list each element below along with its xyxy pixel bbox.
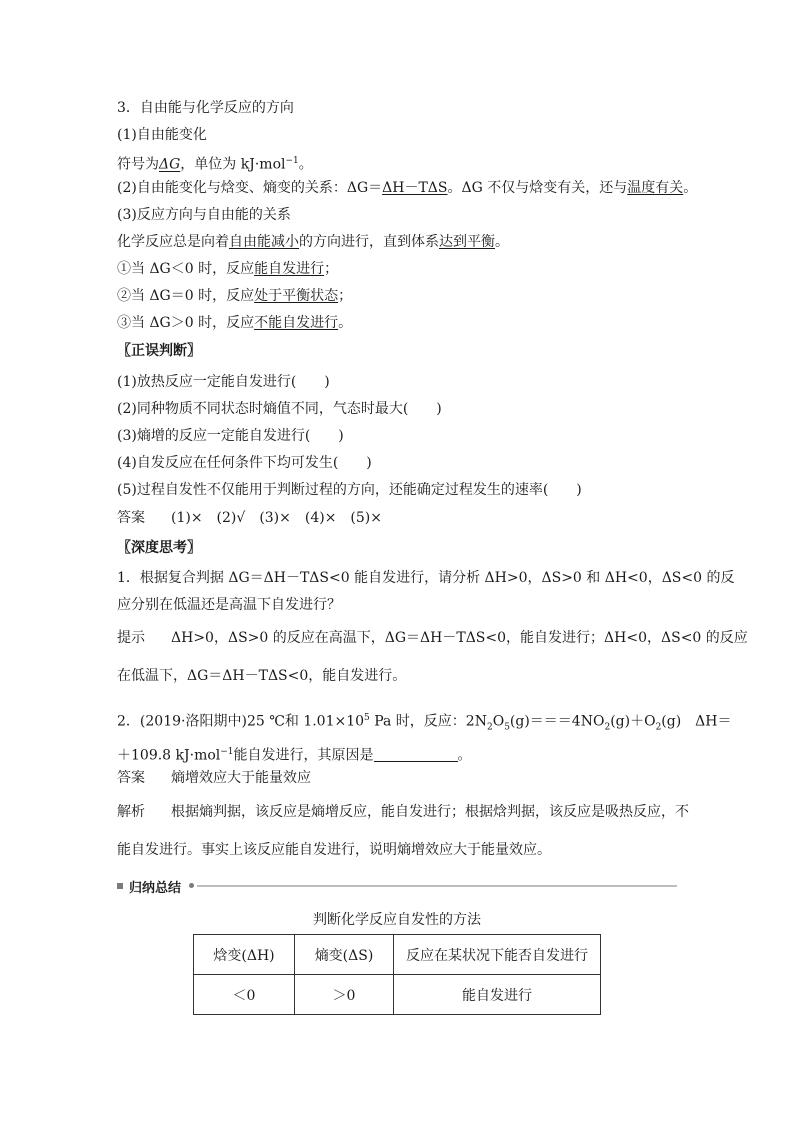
method-table bbox=[193, 934, 601, 1015]
table-cell: ＞0 bbox=[295, 975, 394, 1015]
relation-line: (2)自由能变化与焓变、熵变的关系：ΔG＝ΔH－TΔS。ΔG 不仅与焓变有关，还与温度有关。 bbox=[117, 180, 698, 196]
analysis-text: 能自发进行。事实上该反应能自发进行，说明熵增效应大于能量效应。 bbox=[117, 842, 551, 858]
table-row bbox=[194, 975, 601, 1015]
judge-header: 〖正误判断〗 bbox=[117, 343, 201, 359]
dot-bullet-icon bbox=[189, 883, 194, 888]
table-title: 判断化学反应自发性的方法 bbox=[313, 912, 481, 928]
underlined-answer: 温度有关 bbox=[627, 180, 684, 196]
table-cell: ＜0 bbox=[194, 975, 295, 1015]
underlined-answer: 不能自发进行 bbox=[254, 315, 339, 331]
subsection-heading: (3)反应方向与自由能的关系 bbox=[117, 207, 291, 223]
underlined-answer: ΔH－TΔS bbox=[382, 180, 448, 196]
summary-label: 归纳总结 bbox=[129, 881, 182, 896]
underlined-answer: 处于平衡状态 bbox=[254, 288, 339, 304]
underlined-answer: ΔG bbox=[159, 156, 181, 173]
symbol-line: 符号为ΔG，单位为 kJ·mol$^{-1}$。 bbox=[117, 156, 313, 173]
question-text: 1．根据复合判据 ΔG＝ΔH－TΔS<0 能自发进行，请分析 ΔH>0，ΔS>0 和 ΔH<0，ΔS<0 的反 bbox=[117, 570, 735, 586]
subsection-heading: (1)自由能变化 bbox=[117, 127, 207, 143]
judge-item: (2)同种物质不同状态时熵值不同，气态时最大( ) bbox=[117, 401, 442, 417]
case-line: ③当 ΔG＞0 时，反应不能自发进行。 bbox=[117, 315, 353, 331]
underlined-answer: 自由能减小 bbox=[229, 234, 299, 250]
column-header: 熵变(ΔS) bbox=[295, 935, 394, 975]
section-title: 3．自由能与化学反应的方向 bbox=[117, 100, 294, 116]
direction-line: 化学反应总是向着自由能减小的方向进行，直到体系达到平衡。 bbox=[117, 234, 509, 250]
table-cell: 能自发进行 bbox=[394, 975, 601, 1015]
question-text: 2．(2019·洛阳期中)25 ℃和 $1.01\times 10^5$ Pa 时，反应：$2N_2O_5(g)===4NO_2(g)+O_2(g)$ ΔH＝ bbox=[117, 713, 732, 733]
case-line: ②当 ΔG＝0 时，反应处于平衡状态； bbox=[117, 288, 353, 304]
hint-text: 提示 ΔH>0，ΔS>0 的反应在高温下，ΔG＝ΔH－TΔS<0，能自发进行；ΔH<0，ΔS<0 的反应 bbox=[117, 630, 748, 646]
column-header: 焓变(ΔH) bbox=[194, 935, 295, 975]
hint-text: 在低温下，ΔG＝ΔH－TΔS<0，能自发进行。 bbox=[117, 668, 407, 684]
divider bbox=[197, 885, 677, 887]
judge-item: (1)放热反应一定能自发进行( ) bbox=[117, 374, 330, 390]
analysis-text: 解析 根据熵判据，该反应是熵增反应，能自发进行；根据焓判据，该反应是吸热反应，不 bbox=[117, 804, 689, 820]
underlined-answer: 达到平衡 bbox=[439, 234, 495, 250]
judge-item: (4)自发反应在任何条件下均可发生( ) bbox=[117, 455, 372, 471]
column-header: 反应在某状况下能否自发进行 bbox=[394, 935, 601, 975]
summary-header bbox=[117, 880, 677, 894]
answer-text: 答案 熵增效应大于能量效应 bbox=[117, 770, 311, 786]
judge-answer: 答案 (1)× (2)√ (3)× (4)× (5)× bbox=[117, 510, 382, 526]
question-text: 应分别在低温还是高温下自发进行？ bbox=[117, 597, 341, 613]
underlined-answer: 能自发进行 bbox=[254, 261, 325, 277]
square-bullet-icon bbox=[117, 883, 123, 889]
case-line: ①当 ΔG＜0 时，反应能自发进行； bbox=[117, 261, 339, 277]
question-text: ＋109.8 kJ·mol$^{-1}$能自发进行，其原因是 。 bbox=[117, 747, 472, 764]
deep-header: 〖深度思考〗 bbox=[117, 540, 201, 556]
answer-blank bbox=[374, 747, 458, 762]
question-source: (2019·洛阳期中) bbox=[139, 713, 247, 730]
table-header-row bbox=[194, 935, 601, 975]
judge-item: (5)过程自发性不仅能用于判断过程的方向，还能确定过程发生的速率( ) bbox=[117, 482, 582, 498]
judge-item: (3)熵增的反应一定能自发进行( ) bbox=[117, 428, 344, 444]
